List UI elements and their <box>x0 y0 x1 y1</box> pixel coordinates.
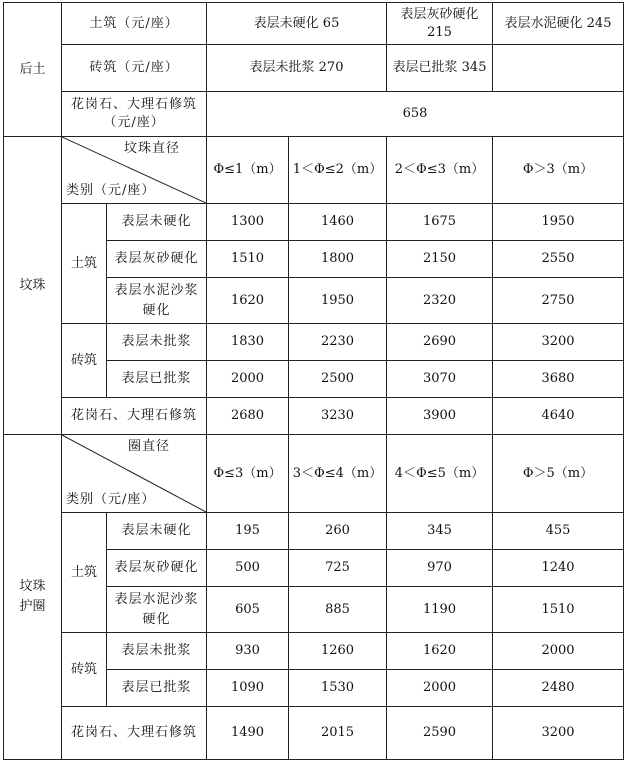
row-sub-label: 表层水泥沙浆硬化 <box>107 587 207 633</box>
row-sub-label: 表层未批浆 <box>107 633 207 670</box>
row-sub-label: 表层未硬化 <box>107 513 207 550</box>
fen-zhu-header-row <box>4 137 624 204</box>
cell: 3900 <box>387 398 493 435</box>
hu-quan-label-text: 坟珠护圈 <box>19 579 46 614</box>
hu-quan-label <box>4 435 62 760</box>
row-sub-label: 表层灰砂硬化 <box>107 550 207 587</box>
fen-zhu-diag-header <box>62 137 207 204</box>
fen-zhu-header-1: 1＜Φ≤2（m） <box>289 137 387 204</box>
cell: 2015 <box>289 707 387 760</box>
cell: 1800 <box>289 241 387 278</box>
cell: 1090 <box>207 670 289 707</box>
fen-zhu-label: 坟珠 <box>4 137 62 435</box>
cell: 970 <box>387 550 493 587</box>
hou-tu-zhuan-c3 <box>493 45 624 92</box>
hu-quan-diag-header <box>62 435 207 513</box>
hou-tu-label: 后土 <box>4 3 62 137</box>
row-sub-label: 表层已批浆 <box>107 361 207 398</box>
cell: 4640 <box>493 398 624 435</box>
hou-tu-row-tu <box>4 3 624 45</box>
cell: 2230 <box>289 324 387 361</box>
cell: 3070 <box>387 361 493 398</box>
cell: 1950 <box>493 204 624 241</box>
fen-zhu-header-0: Φ≤1（m） <box>207 137 289 204</box>
row-sub-label: 表层灰砂硬化 <box>107 241 207 278</box>
cell: 605 <box>207 587 289 633</box>
cell: 1190 <box>387 587 493 633</box>
cell: 2500 <box>289 361 387 398</box>
table-row <box>4 633 624 670</box>
cell: 1300 <box>207 204 289 241</box>
cell: 930 <box>207 633 289 670</box>
cell: 1620 <box>207 278 289 324</box>
cell: 3200 <box>493 707 624 760</box>
cell: 345 <box>387 513 493 550</box>
hou-tu-zhuan-c2: 表层已批浆 345 <box>387 45 493 92</box>
cell: 3200 <box>493 324 624 361</box>
row-sub-label: 表层已批浆 <box>107 670 207 707</box>
table-row <box>4 398 624 435</box>
hou-tu-stone-value: 658 <box>207 92 624 137</box>
table-row <box>4 324 624 361</box>
cell: 1950 <box>289 278 387 324</box>
cell: 1260 <box>289 633 387 670</box>
cell: 725 <box>289 550 387 587</box>
cell: 2680 <box>207 398 289 435</box>
hou-tu-stone-label: 花岗石、大理石修筑（元/座） <box>62 92 207 137</box>
hou-tu-tu-c1: 表层未硬化 65 <box>207 3 387 45</box>
hu-quan-stone-label: 花岗石、大理石修筑 <box>62 707 207 760</box>
cell: 1620 <box>387 633 493 670</box>
cell: 3230 <box>289 398 387 435</box>
hou-tu-zhuan-c1: 表层未批浆 270 <box>207 45 387 92</box>
cell: 2690 <box>387 324 493 361</box>
cell: 2480 <box>493 670 624 707</box>
cell: 455 <box>493 513 624 550</box>
row-sub-label: 表层未硬化 <box>107 204 207 241</box>
cell: 2000 <box>387 670 493 707</box>
fen-zhu-tu-label: 土筑 <box>62 204 107 324</box>
hu-quan-diag-top: 圈直径 <box>128 439 171 454</box>
hu-quan-header-2: 4＜Φ≤5（m） <box>387 435 493 513</box>
cell: 2320 <box>387 278 493 324</box>
fen-zhu-header-2: 2＜Φ≤3（m） <box>387 137 493 204</box>
cell: 2150 <box>387 241 493 278</box>
cell: 1530 <box>289 670 387 707</box>
cell: 2000 <box>207 361 289 398</box>
hu-quan-diag-bottom: 类别（元/座） <box>66 492 156 507</box>
cell: 2590 <box>387 707 493 760</box>
cell: 1675 <box>387 204 493 241</box>
fen-zhu-diag-top: 坟珠直径 <box>124 141 181 156</box>
row-sub-label: 表层未批浆 <box>107 324 207 361</box>
cell: 3680 <box>493 361 624 398</box>
hu-quan-zhuan-label: 砖筑 <box>62 633 107 707</box>
cell: 1510 <box>493 587 624 633</box>
fen-zhu-header-3: Φ＞3（m） <box>493 137 624 204</box>
fen-zhu-zhuan-label: 砖筑 <box>62 324 107 398</box>
cell: 1490 <box>207 707 289 760</box>
table-row <box>4 513 624 550</box>
cell: 1240 <box>493 550 624 587</box>
table-row <box>4 707 624 760</box>
fen-zhu-diag-bottom: 类别（元/座） <box>66 183 156 198</box>
hu-quan-header-3: Φ＞5（m） <box>493 435 624 513</box>
cell: 2750 <box>493 278 624 324</box>
hu-quan-header-0: Φ≤3（m） <box>207 435 289 513</box>
hou-tu-tu-c2: 表层灰砂硬化 215 <box>387 3 493 45</box>
cell: 2550 <box>493 241 624 278</box>
hou-tu-zhuan-label: 砖筑（元/座） <box>62 45 207 92</box>
cell: 260 <box>289 513 387 550</box>
hu-quan-header-row <box>4 435 624 513</box>
hu-quan-header-1: 3＜Φ≤4（m） <box>289 435 387 513</box>
cell: 195 <box>207 513 289 550</box>
hu-quan-tu-label: 土筑 <box>62 513 107 633</box>
hou-tu-tu-c3: 表层水泥硬化 245 <box>493 3 624 45</box>
hou-tu-tu-label: 土筑（元/座） <box>62 3 207 45</box>
cell: 1830 <box>207 324 289 361</box>
fen-zhu-stone-label: 花岗石、大理石修筑 <box>62 398 207 435</box>
hou-tu-row-zhuan <box>4 45 624 92</box>
row-sub-label: 表层水泥沙浆硬化 <box>107 278 207 324</box>
table-row <box>4 204 624 241</box>
compensation-table <box>3 2 624 760</box>
cell: 2000 <box>493 633 624 670</box>
cell: 1510 <box>207 241 289 278</box>
cell: 1460 <box>289 204 387 241</box>
hou-tu-row-stone <box>4 92 624 137</box>
cell: 885 <box>289 587 387 633</box>
cell: 500 <box>207 550 289 587</box>
